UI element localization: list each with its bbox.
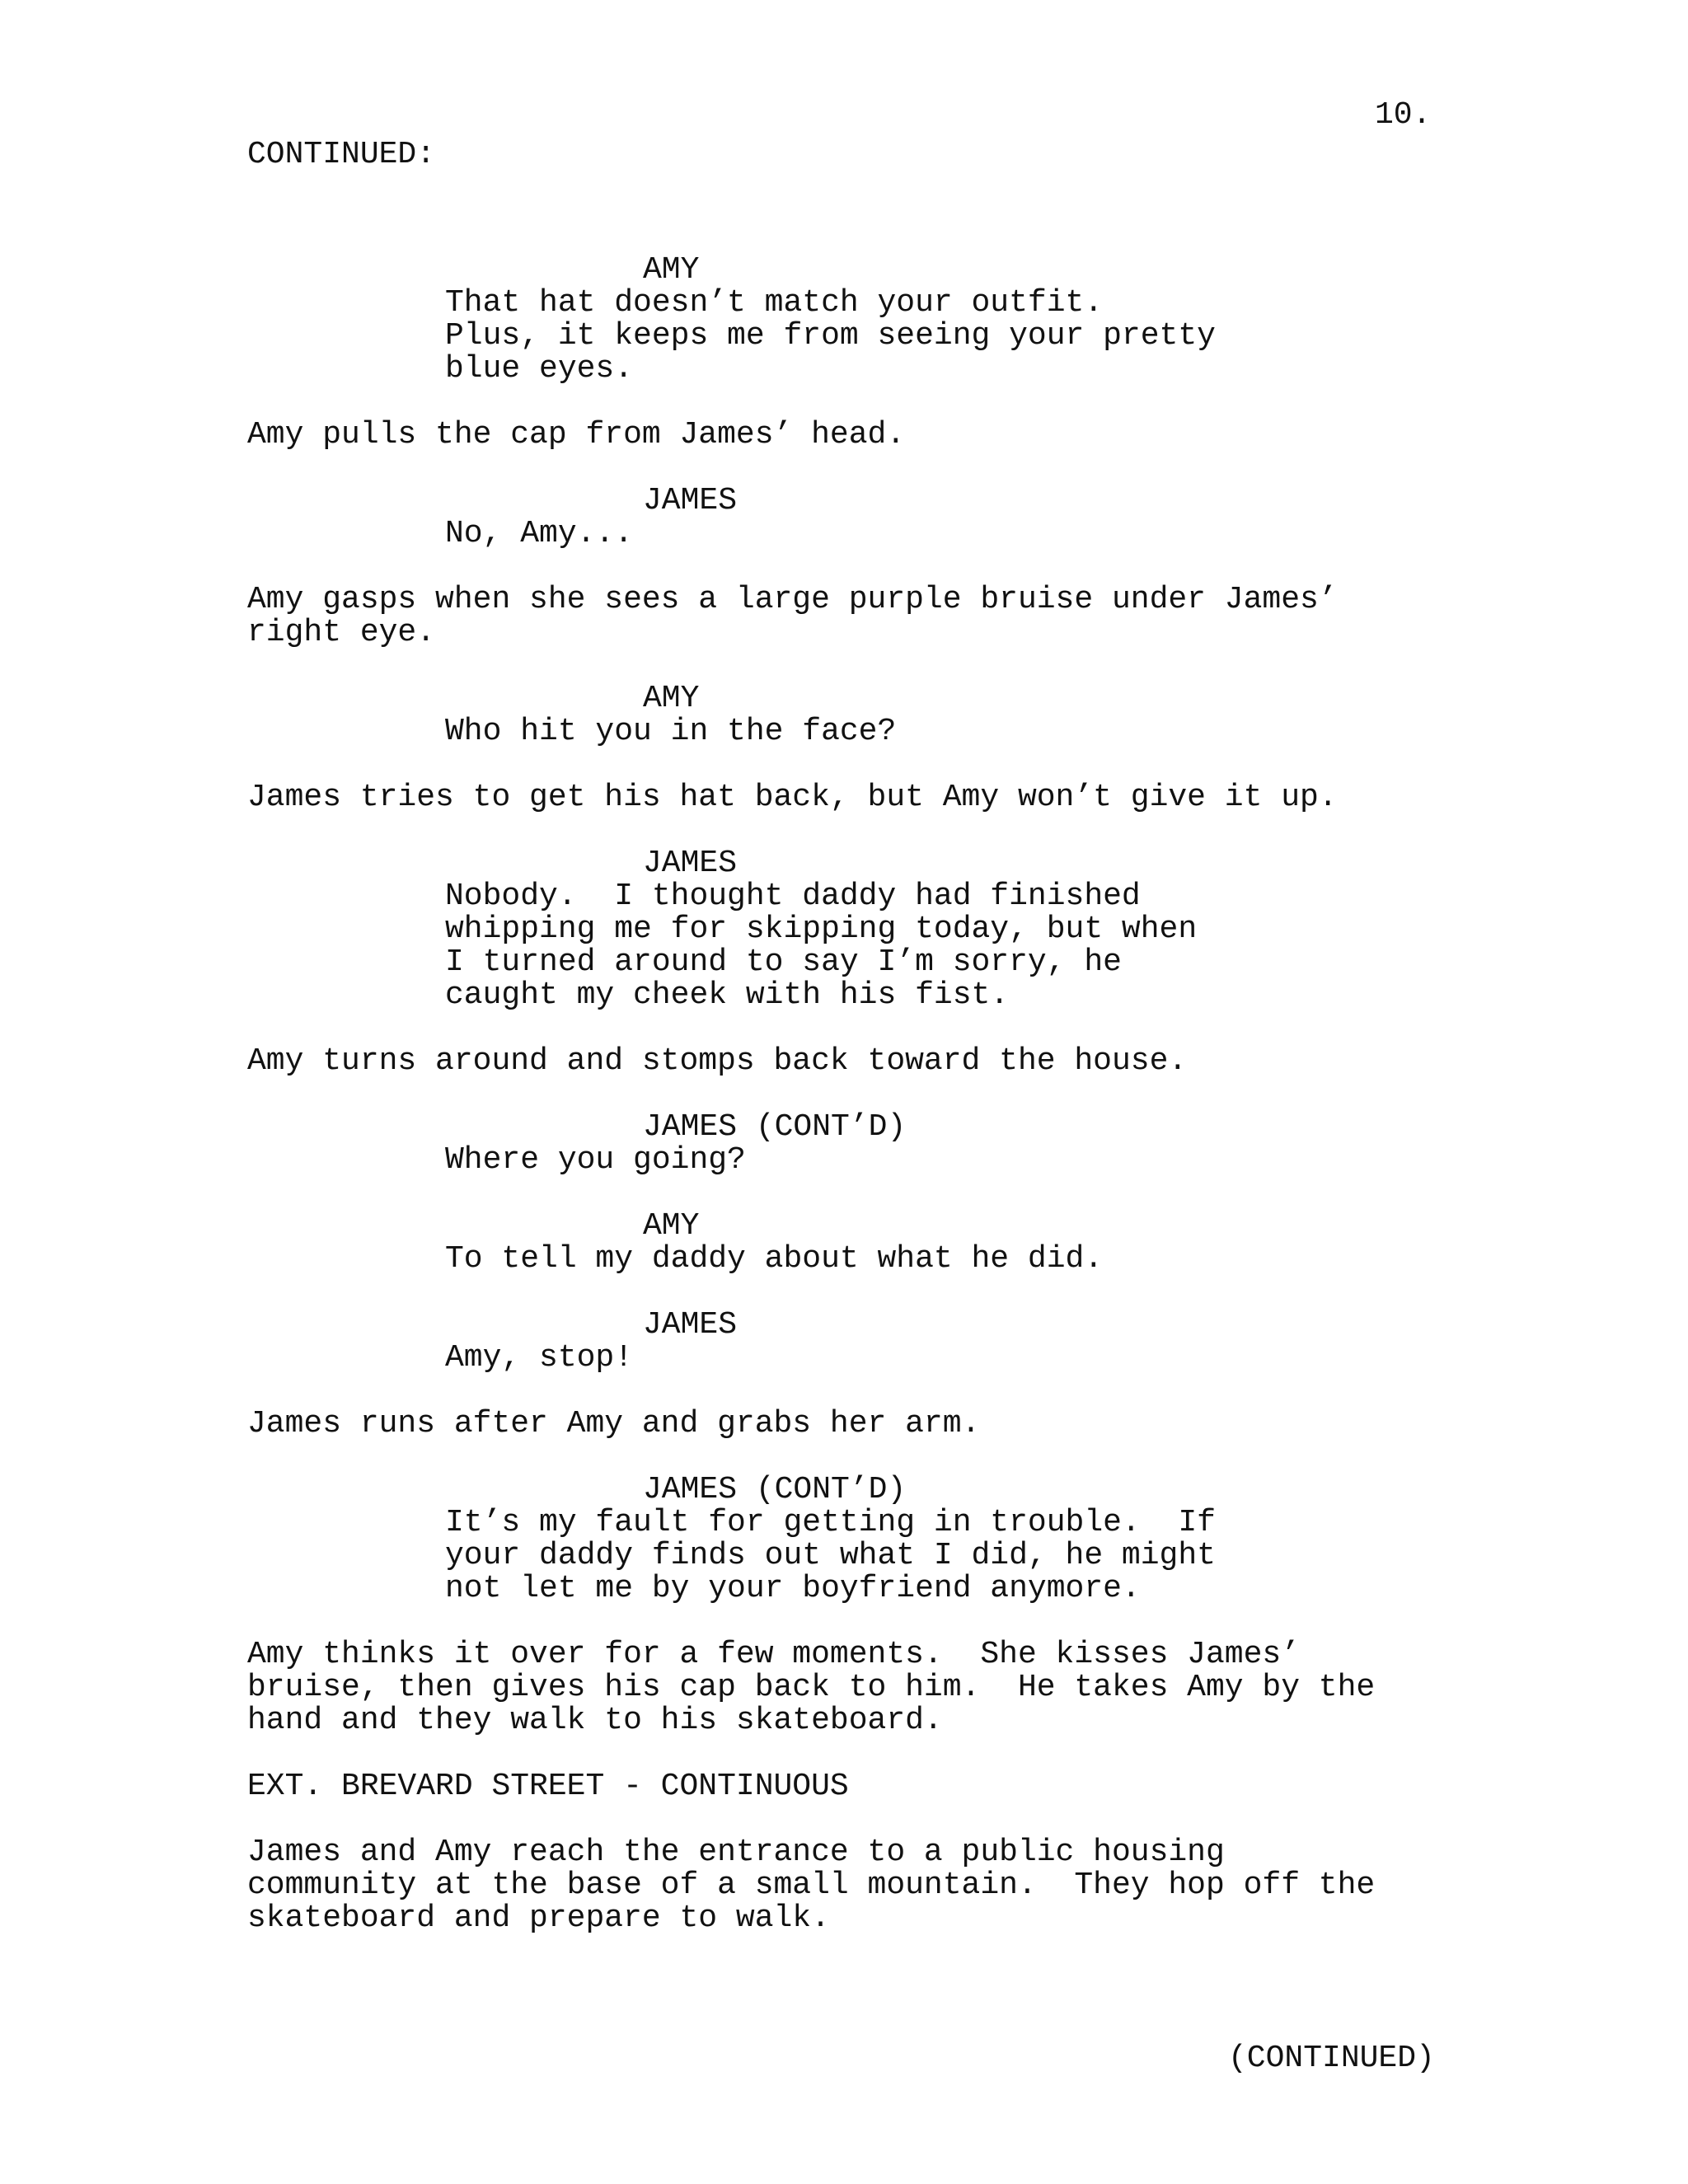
dialogue-line: Nobody. I thought daddy had finished [445, 879, 1141, 914]
action-line: hand and they walk to his skateboard. [247, 1703, 943, 1738]
action-line: Amy turns around and stomps back toward the house. [247, 1043, 1188, 1079]
continued-header: CONTINUED: [247, 137, 436, 172]
dialogue-line: your daddy finds out what I did, he might [445, 1538, 1216, 1573]
page-number: 10. [1375, 97, 1432, 133]
character-name: JAMES [643, 1307, 738, 1343]
action-line: Amy gasps when she sees a large purple bruise under James’ [247, 582, 1338, 617]
dialogue-line: Who hit you in the face? [445, 714, 897, 749]
character-name: JAMES (CONT’D) [643, 1109, 907, 1145]
dialogue-line: Amy, stop! [445, 1340, 634, 1376]
action-line: Amy thinks it over for a few moments. She kisses James’ [247, 1637, 1301, 1672]
dialogue-line: Plus, it keeps me from seeing your pretty [445, 318, 1216, 354]
action-line: James runs after Amy and grabs her arm. [247, 1406, 981, 1441]
dialogue-line: caught my cheek with his fist. [445, 977, 1010, 1013]
character-name: AMY [643, 252, 700, 288]
scene-heading: EXT. BREVARD STREET - CONTINUOUS [247, 1769, 849, 1804]
dialogue-line: No, Amy... [445, 516, 634, 551]
dialogue-line: whipping me for skipping today, but when [445, 912, 1198, 947]
dialogue-line: It’s my fault for getting in trouble. If [445, 1505, 1216, 1540]
character-name: AMY [643, 1208, 700, 1244]
continued-footer: (CONTINUED) [1228, 2041, 1435, 2076]
action-line: James tries to get his hat back, but Amy won’t give it up. [247, 780, 1338, 815]
action-line: skateboard and prepare to walk. [247, 1900, 830, 1936]
dialogue-line: not let me by your boyfriend anymore. [445, 1571, 1141, 1606]
character-name: JAMES [643, 846, 738, 881]
dialogue-line: blue eyes. [445, 351, 634, 387]
character-name: AMY [643, 681, 700, 716]
action-line: Amy pulls the cap from James’ head. [247, 417, 906, 452]
action-line: bruise, then gives his cap back to him. He takes Amy by the [247, 1670, 1376, 1705]
dialogue-line: That hat doesn’t match your outfit. [445, 285, 1104, 321]
character-name: JAMES [643, 483, 738, 518]
action-line: James and Amy reach the entrance to a public housing [247, 1835, 1225, 1870]
action-line: right eye. [247, 615, 436, 650]
dialogue-line: I turned around to say I’m sorry, he [445, 944, 1122, 980]
character-name: JAMES (CONT’D) [643, 1472, 907, 1507]
dialogue-line: To tell my daddy about what he did. [445, 1241, 1104, 1277]
action-line: community at the base of a small mountain. They hop off the [247, 1868, 1376, 1903]
dialogue-line: Where you going? [445, 1142, 746, 1178]
